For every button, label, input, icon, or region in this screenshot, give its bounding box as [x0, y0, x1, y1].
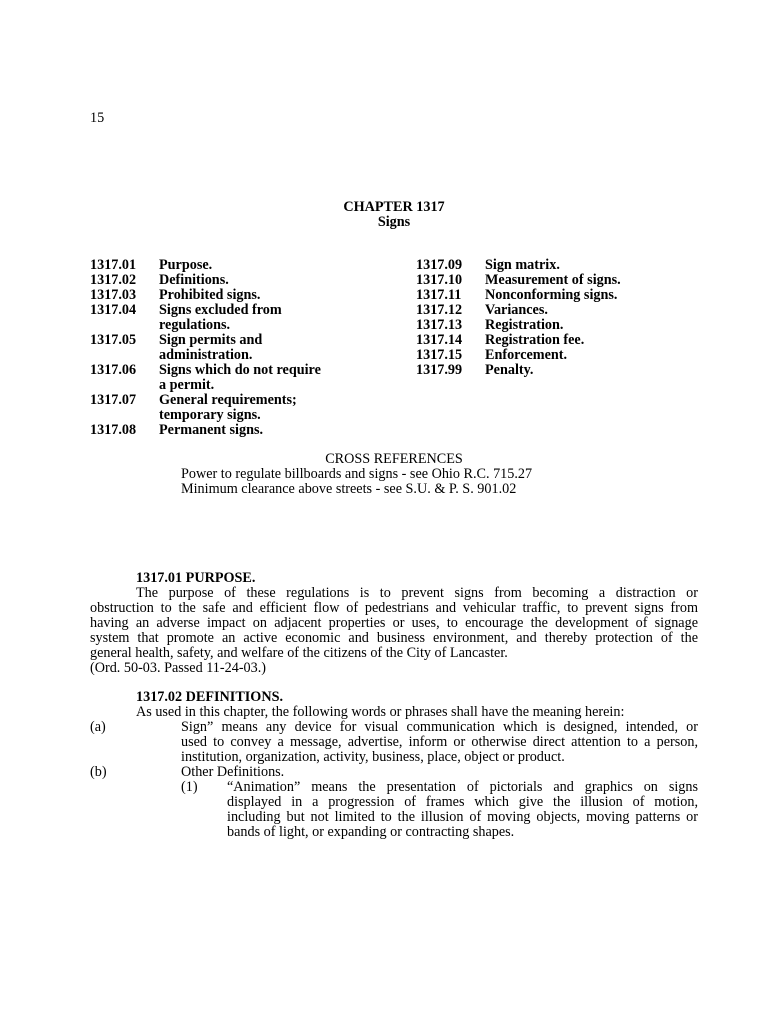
purpose-text-line [136, 586, 698, 601]
toc-title: Nonconforming signs. [485, 287, 618, 303]
text-line: institution, organization, activity, business, place, object or product. [181, 749, 565, 765]
toc-number: 1317.06 [90, 362, 137, 378]
toc-number: 1317.10 [416, 272, 463, 288]
text-line: system that promote an active economic and business environment, and thereby protection of the [90, 630, 698, 646]
chapter-title: CHAPTER 1317 [343, 199, 445, 215]
text-line: including but not limited to the illusion of moving objects, moving patterns or [227, 809, 698, 825]
toc-number: 1317.05 [90, 332, 137, 348]
definition-animation [227, 780, 698, 840]
toc-title: Signs excluded from [159, 302, 282, 318]
chapter-heading [0, 200, 770, 230]
definition-sign [181, 720, 698, 765]
toc-title-continued: temporary signs. [159, 407, 261, 423]
toc-title-continued: administration. [159, 347, 253, 363]
ordinance-note: (Ord. 50-03. Passed 11-24-03.) [90, 660, 266, 676]
cross-reference-item: Power to regulate billboards and signs - see Ohio R.C. 715.27 [181, 466, 533, 482]
text-line: “Animation” means the presentation of pictorials and graphics on signs [227, 779, 698, 795]
toc-title: Registration fee. [485, 332, 585, 348]
chapter-subtitle: Signs [377, 214, 411, 230]
toc-number: 1317.02 [90, 272, 137, 288]
toc-number: 1317.12 [416, 302, 463, 318]
page-number: 15 [90, 110, 105, 126]
toc-number: 1317.03 [90, 287, 137, 303]
purpose-paragraph [90, 601, 698, 676]
other-definitions: Other Definitions. [181, 764, 285, 780]
toc-number: 1317.07 [90, 392, 137, 408]
section-heading-purpose: 1317.01 PURPOSE. [136, 570, 256, 586]
toc-title: Variances. [485, 302, 548, 318]
section-heading-definitions: 1317.02 DEFINITIONS. [136, 689, 284, 705]
item-label-b: (b) [90, 764, 107, 780]
toc-title: General requirements; [159, 392, 297, 408]
toc-title: Measurement of signs. [485, 272, 621, 288]
toc-number: 1317.08 [90, 422, 137, 438]
toc-number: 1317.04 [90, 302, 137, 318]
toc-title-continued: regulations. [159, 317, 231, 333]
toc-number: 1317.14 [416, 332, 463, 348]
text-line: The purpose of these regulations is to prevent signs from becoming a distraction or [136, 585, 698, 601]
toc-title: Sign matrix. [485, 257, 560, 273]
cross-reference-item: Minimum clearance above streets - see S.U. & P. S. 901.02 [181, 481, 517, 497]
toc-number: 1317.11 [416, 287, 462, 303]
toc-title: Definitions. [159, 272, 229, 288]
text-line: having an adverse impact on adjacent properties or uses, to encourage the development of signage [90, 615, 698, 631]
toc-title: Signs which do not require [159, 362, 321, 378]
toc-title: Registration. [485, 317, 564, 333]
toc-title: Penalty. [485, 362, 534, 378]
text-line: used to convey a message, advertise, inform or otherwise direct attention to a person, [181, 734, 698, 750]
toc-number: 1317.99 [416, 362, 463, 378]
text-line: general health, safety, and welfare of the citizens of the City of Lancaster. [90, 645, 508, 661]
toc-title: Purpose. [159, 257, 213, 273]
text-line: displayed in a progression of frames which give the illusion of motion, [227, 794, 698, 810]
toc-title: Permanent signs. [159, 422, 264, 438]
toc-title: Prohibited signs. [159, 287, 261, 303]
text-line: Sign” means any device for visual communication which is designed, intended, or [181, 719, 698, 735]
text-line: obstruction to the safe and efficient flow of pedestrians and vehicular traffic, to prevent signs from [90, 600, 698, 616]
text-line: bands of light, or expanding or contracting shapes. [227, 824, 515, 840]
toc-number: 1317.01 [90, 257, 137, 273]
item-label-1: (1) [181, 779, 198, 795]
toc-title: Enforcement. [485, 347, 568, 363]
toc-title: Sign permits and [159, 332, 263, 348]
cross-references-heading: CROSS REFERENCES [325, 451, 463, 467]
toc-number: 1317.09 [416, 257, 463, 273]
definitions-intro: As used in this chapter, the following words or phrases shall have the meaning herein: [136, 704, 625, 720]
item-label-a: (a) [90, 719, 106, 735]
toc-number: 1317.15 [416, 347, 463, 363]
toc-number: 1317.13 [416, 317, 463, 333]
toc-title-continued: a permit. [159, 377, 215, 393]
